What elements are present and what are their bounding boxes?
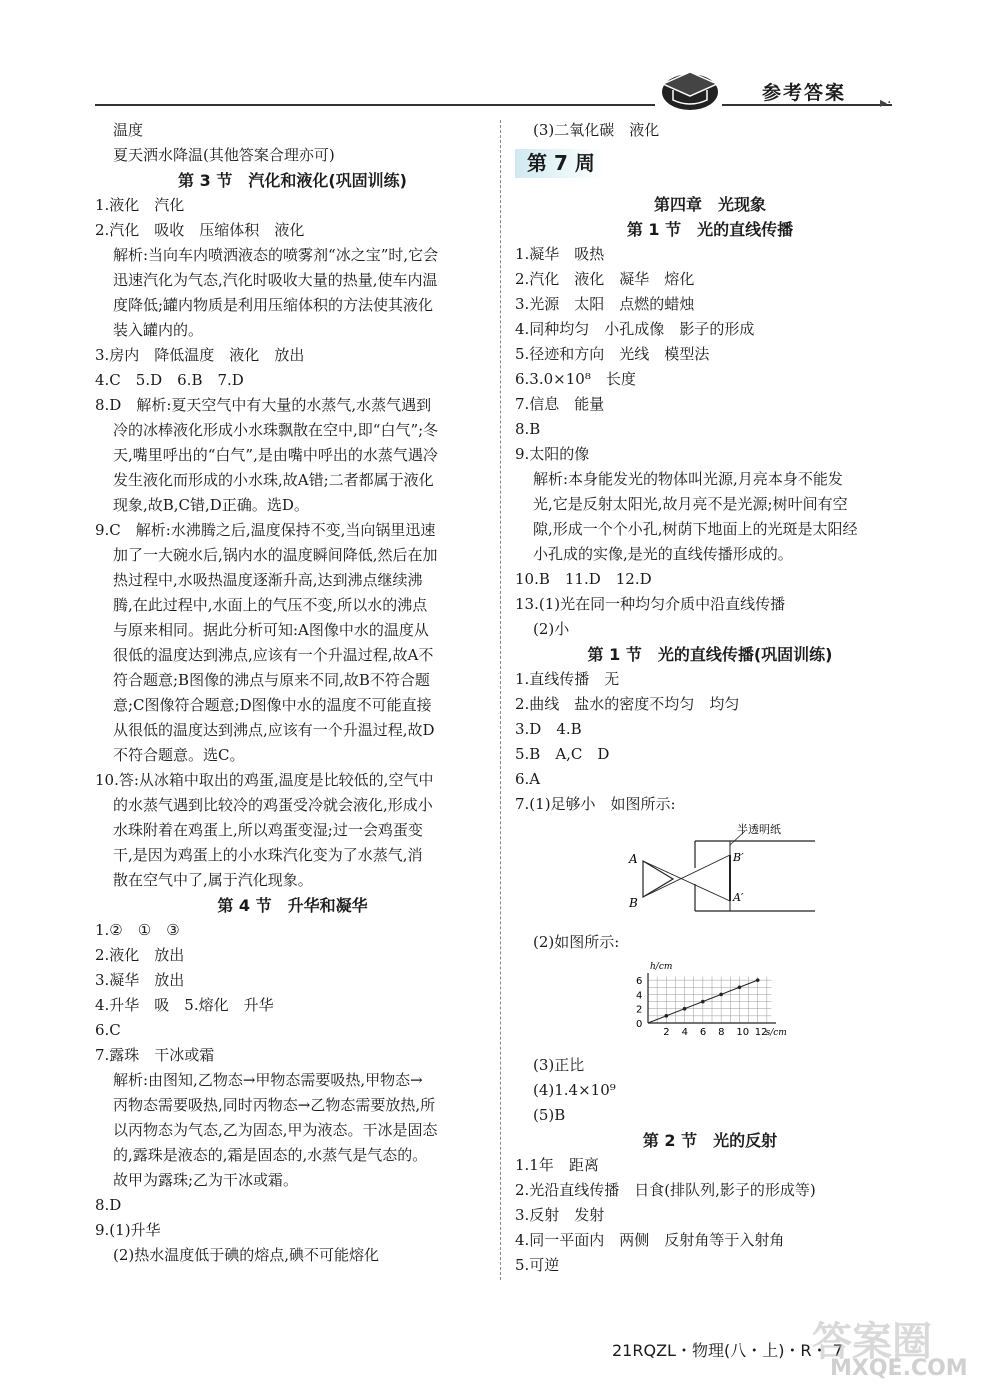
fig-label-b: B [629, 896, 638, 910]
answer-line: 从很低的温度达到沸点,应该有一个升温过程,故D [113, 721, 435, 739]
x-tick-label: 2 [663, 1027, 670, 1038]
answer-line: 5.可逆 [515, 1256, 560, 1274]
arrow-icon: ▸· [880, 95, 892, 111]
answer-line: 3.D 4.B [515, 720, 582, 738]
graduation-cap-logo [655, 62, 725, 116]
footer-page-label: 21RQZL・物理(八・上)・R・ 7 [612, 1341, 843, 1360]
answer-line: 9.(1)升华 [95, 1221, 161, 1239]
section-heading: 第 1 节 光的直线传播 [626, 220, 794, 239]
column-divider [500, 120, 501, 1280]
answer-line: 4.C 5.D 6.B 7.D [95, 371, 244, 389]
answer-line: 的水蒸气遇到比较冷的鸡蛋受冷就会液化,形成小 [113, 796, 433, 814]
answer-line: 现象,故B,C错,D正确。选D。 [113, 496, 309, 514]
answer-line: 9.C 解析:水沸腾之后,温度保持不变,当向锅里迅速 [95, 521, 436, 539]
answer-line: 解析:当向车内喷洒液态的喷雾剂“冰之宝”时,它会 [113, 246, 439, 264]
x-tick-label: 8 [718, 1027, 725, 1038]
y-tick-label: 2 [636, 1004, 643, 1016]
x-tick-label: 4 [681, 1027, 688, 1038]
answer-line: 解析:本身能发光的物体叫光源,月亮本身不能发 [533, 470, 843, 488]
section-heading: 第 2 节 光的反射 [642, 1131, 778, 1150]
h-s-chart [620, 961, 790, 1041]
answer-line: 6.3.0×10⁸ 长度 [515, 370, 636, 388]
data-point [701, 1000, 705, 1004]
answer-line: 的,露珠是液态的,霜是固态的,水蒸气是气态的。 [113, 1146, 428, 1164]
fig-paper-label: 半透明纸 [737, 823, 781, 836]
answer-line: 6.A [515, 770, 541, 788]
y-tick-label: 6 [636, 976, 643, 988]
answer-line: 3.凝华 放出 [95, 971, 185, 989]
answer-line: 4.同一平面内 两侧 反射角等于入射角 [515, 1231, 785, 1249]
data-point [683, 1007, 687, 1011]
answer-line: 2.液化 放出 [95, 946, 185, 964]
answer-line: 解析:由图知,乙物态→甲物态需要吸热,甲物态→ [113, 1071, 423, 1089]
answer-line: 加了一大碗水后,锅内水的温度瞬间降低,然后在加 [113, 546, 438, 564]
section-heading: 第 3 节 汽化和液化(巩固训练) [178, 171, 407, 190]
left-column [95, 118, 490, 1268]
y-tick-label: 0 [636, 1019, 643, 1030]
answer-line: 10.B 11.D 12.D [515, 570, 652, 588]
answer-line: 小孔成的实像,是光的直线传播形成的。 [533, 545, 793, 563]
answer-line: (3)二氧化碳 液化 [533, 121, 660, 139]
answer-line: 以丙物态为气态,乙为固态,甲为液态。干冰是固态 [113, 1121, 438, 1139]
answer-line: 腾,在此过程中,水面上的气压不变,所以水的沸点 [113, 596, 428, 614]
answer-line: 故甲为露珠;乙为干冰或霜。 [113, 1171, 299, 1189]
answer-line: 1.直线传播 无 [515, 670, 620, 688]
answer-line: 10.答:从冰箱中取出的鸡蛋,温度是比较低的,空气中 [95, 771, 434, 789]
fig-label-a: A [629, 852, 638, 866]
answer-line: 夏天洒水降温(其他答案合理亦可) [113, 146, 335, 164]
answer-line: 2.光沿直线传播 日食(排队列,影子的形成等) [515, 1181, 816, 1199]
header-rule-left [95, 104, 655, 106]
x-axis-label: s/cm [765, 1028, 787, 1038]
answer-line: 1.液化 汽化 [95, 196, 185, 214]
answer-line: (2)热水温度低于碘的熔点,碘不可能熔化 [113, 1246, 380, 1264]
answer-line: 符合题意;B图像的沸点与原来不同,故B不符合题 [113, 671, 430, 689]
x-tick-label: 10 [736, 1027, 750, 1038]
week-heading [515, 149, 905, 178]
answer-line: 1.② ① ③ [95, 921, 180, 939]
answer-line: 干,是因为鸡蛋上的小水珠汽化变为了水蒸气,消 [113, 846, 423, 864]
answer-line: 2.曲线 盐水的密度不均匀 均匀 [515, 695, 740, 713]
answer-line: 很低的温度达到沸点,应该有一个升温过程,故A不 [113, 646, 434, 664]
answer-line: 发生液化而形成的小水珠,故A错;二者都属于液化 [113, 471, 434, 489]
answer-line: 7.信息 能量 [515, 395, 605, 413]
data-point [664, 1014, 668, 1018]
data-point [756, 978, 760, 982]
y-axis-label: h/cm [650, 962, 673, 972]
answer-line: 热过程中,水吸热温度逐渐升高,达到沸点继续沸 [113, 571, 423, 589]
answer-line: 2.汽化 吸收 压缩体积 液化 [95, 221, 305, 239]
answer-line: 4.升华 吸 5.熔化 升华 [95, 996, 274, 1014]
answer-line: 温度 [113, 121, 144, 139]
watermark-logo: 答案圈 [812, 1319, 932, 1365]
fig2-caption: (2)如图所示: [533, 933, 620, 951]
answer-line: 与原来相同。据此分析可知:A图像中水的温度从 [113, 621, 429, 639]
section-heading: 第 1 节 光的直线传播(巩固训练) [587, 645, 833, 664]
answer-line: 光,它是反射太阳光,故月亮不是光源;树叶间有空 [533, 495, 848, 513]
data-point [738, 985, 742, 989]
right-column [515, 118, 905, 1278]
answer-line: 迅速汽化为气态,汽化时吸收大量的热量,使车内温 [113, 271, 438, 289]
answer-line: 8.D 解析:夏天空气中有大量的水蒸气,水蒸气遇到 [95, 396, 432, 414]
answer-line: 3.光源 太阳 点燃的蜡烛 [515, 295, 695, 313]
answer-line: 5.径迹和方向 光线 模型法 [515, 345, 710, 363]
answer-line: (5)B [533, 1106, 566, 1124]
answer-line: 13.(1)光在同一种均匀介质中沿直线传播 [515, 595, 786, 613]
answer-line: 6.C [95, 1021, 121, 1039]
answer-line: 1.凝华 吸热 [515, 245, 605, 263]
y-tick-label: 4 [636, 990, 643, 1002]
answer-line: 3.房内 降低温度 液化 放出 [95, 346, 305, 364]
watermark-url: MXQE.COM [830, 1356, 968, 1381]
answer-line: 1.1年 距离 [515, 1156, 599, 1174]
x-tick-label: 6 [699, 1027, 707, 1038]
answer-line: 度降低;罐内物质是利用压缩体积的方法使其液化 [113, 296, 434, 314]
answer-line: 冷的冰棒液化形成小水珠飘散在空中,即“白气”;冬 [113, 421, 439, 439]
answer-line: 4.同种均匀 小孔成像 影子的形成 [515, 320, 755, 338]
answer-line: 8.D [95, 1196, 122, 1214]
week-label: 第 7 周 [515, 149, 605, 178]
answer-line: 隙,形成一个个小孔,树荫下地面上的光斑是太阳经 [533, 520, 858, 538]
answer-line: 8.B [515, 420, 541, 438]
answer-line: 天,嘴里呼出的“白气”,是由嘴中呼出的水蒸气遇冷 [113, 446, 438, 464]
section-heading: 第四章 光现象 [653, 195, 766, 214]
header-title: 参考答案 [762, 82, 847, 104]
fig-label-b-img: B′ [733, 851, 744, 864]
answer-line: 7.(1)足够小 如图所示: [515, 795, 676, 813]
answer-line: 3.反射 发射 [515, 1206, 605, 1224]
answer-line: 水珠附着在鸡蛋上,所以鸡蛋变湿;过一会鸡蛋变 [113, 821, 423, 839]
x-tick-label: 12 [754, 1027, 768, 1038]
answer-line: 意;C图像符合题意;D图像中水的温度不可能直接 [113, 696, 432, 714]
answer-line: 5.B A,C D [515, 745, 610, 763]
answer-line: 不符合题意。选C。 [113, 746, 245, 764]
data-point [719, 993, 723, 997]
answer-line: 丙物态需要吸热,同时丙物态→乙物态需要放热,所 [113, 1096, 436, 1114]
answer-line: 散在空气中了,属于汽化现象。 [113, 871, 313, 889]
answer-line: 7.露珠 干冰或霜 [95, 1046, 215, 1064]
answer-line: (3)正比 [533, 1056, 585, 1074]
answer-line: (2)小 [533, 620, 570, 638]
answer-line: 2.汽化 液化 凝华 熔化 [515, 270, 695, 288]
fig-label-a-img: A′ [733, 891, 744, 904]
section-heading: 第 4 节 升华和凝华 [217, 896, 368, 915]
pinhole-figure [625, 823, 815, 918]
answer-line: 装入罐内的。 [113, 321, 204, 339]
answer-line: 9.太阳的像 [515, 445, 590, 463]
answer-line: (4)1.4×10⁹ [533, 1081, 616, 1099]
